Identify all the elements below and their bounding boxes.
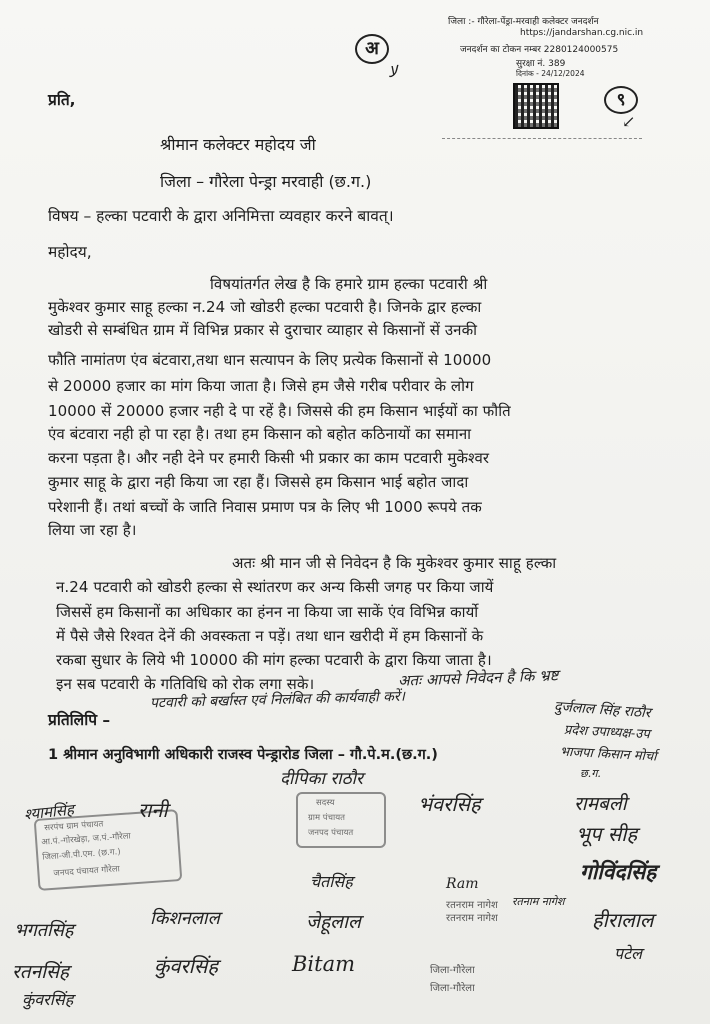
signature-deepika: दीपिका राठौर: [280, 769, 363, 789]
para1-line: करना पड़ता है। और नही देने पर हमारी किसी भी प्रकार का काम पटवारी मुकेश्वर: [48, 449, 490, 467]
para1-line: कुमार साहू के द्वारा नही किया जा रहा हैं। जिससे हम किसान भाई बहोत जादा: [48, 473, 469, 491]
receipt-line-1: जिला :- गौरेला-पेंड्रा-मरवाही कलेक्टर जनदर्शन: [448, 17, 599, 27]
signature-kishanlal: किशनलाल: [150, 908, 220, 929]
signature-scribble: Ram: [446, 876, 479, 892]
signature-rambali: रामबली: [574, 793, 627, 815]
circle-mark-right: ९: [604, 86, 638, 114]
para2-line: जिससें हम किसानों का अधिकार का हंनन ना किया जा साकें एंव विभिन्न कार्यो: [56, 603, 479, 621]
receipt-line-3: जनदर्शन का टोकन नम्बर 2280124000575: [460, 45, 619, 55]
para1-line: खोडरी से सम्बंधित ग्राम में विभिन्न प्रकार से दुराचार व्याहार से किसानों सें उनकी: [48, 321, 478, 339]
signature-bhupsih: भूप सीह: [576, 822, 638, 846]
signature-govindsingh: गोविंदसिंह: [580, 859, 657, 884]
signature-title-3: छ.ग.: [580, 767, 601, 780]
handwritten-addendum-line1: अतः आपसे निवेदन है कि भ्रष्ट: [397, 666, 559, 690]
arrow-mark: ↙: [622, 112, 636, 131]
signature-chaitsingh: चैतसिंह: [310, 872, 353, 891]
para2-line: न.24 पटवारी को खोडरी हल्का से स्थांतरण कर अन्य किसी जगह पर किया जायें: [56, 578, 494, 596]
para1-line: परेशानी हैं। तथां बच्चों के जाति निवास प्रमाण पत्र के लिए भी 1000 रूपये तक: [48, 498, 482, 516]
para1-line: एंव बंटवारा नही हो पा रहा है। तथा हम किसान को बहोत कठिनायों का समाना: [48, 425, 472, 443]
signature-kunwarsingh-2: कुंवरसिंह: [22, 990, 74, 1009]
para1-line: लिया जा रहा है।: [48, 521, 137, 539]
receipt-line-4: सुरक्षा नं. 389: [516, 59, 566, 69]
signature-rani: रानी: [138, 798, 168, 822]
signature-ratnam-nagesh: रतनाम नागेश: [512, 895, 565, 908]
dashed-divider: [442, 138, 642, 139]
para2-line: रकबा सुधार के लिये भी 10000 की मांग हल्का पटवारी के द्वारा किया जाता है।: [56, 651, 492, 669]
signature-bitam: Bitam: [292, 952, 356, 976]
tick-mark: ﻻ: [388, 62, 398, 81]
signature-title-2: भाजपा किसान मोर्चा: [559, 744, 657, 765]
stamp-bottom-line2: जिला-गौरेला: [430, 983, 475, 994]
addressee: श्रीमान कलेक्टर महोदय जी: [160, 135, 316, 154]
circle-mark-top: अ: [355, 34, 389, 64]
signature-bhagatsingh: भगतसिंह: [14, 920, 74, 941]
signature-title-1: प्रदेश उपाध्यक्ष-उप: [563, 722, 651, 743]
name-stamp-ratanram-2: रतनराम नागेश: [446, 913, 498, 924]
pratilipi-label: प्रतिलिपि –: [48, 711, 111, 729]
signature-bhanwarsingh: भंवरसिंह: [418, 792, 481, 816]
prati-label: प्रति,: [48, 91, 76, 109]
subject-line: विषय – हल्का पटवारी के द्वारा अनिमित्ता व्यवहार करने बावत्।: [48, 207, 394, 225]
qr-code-icon: [513, 83, 559, 129]
stamp-left-sarpanch: सरपंच ग्राम पंचायत आ.पं.-गोरखेड़ा, ज.पं.-गौरेला जिला-जी.पी.एम. (छ.ग.) जनपद पंचायत गौरेला: [34, 809, 183, 891]
para1-line: विषयांतर्गत लेख है कि हमारे ग्राम हल्का पटवारी श्री: [210, 275, 488, 293]
stamp-middle: सदस्य ग्राम पंचायत जनपद पंचायत: [296, 792, 386, 848]
copy-to-line: 1 श्रीमान अनुविभागी अधिकारी राजस्व पेन्ड्रारोड जिला – गौ.पे.म.(छ.ग.): [48, 747, 438, 763]
signature-durjlal: दुर्जलाल सिंह राठौर: [553, 698, 652, 722]
para2-line: अतः श्री मान जी से निवेदन है कि मुकेश्वर कुमार साहू हल्का: [232, 554, 557, 572]
handwritten-addendum-line2: पटवारी को बर्खास्त एवं निलंबित की कार्यवाही करें।: [149, 688, 406, 712]
signature-patel: पटेल: [614, 944, 643, 963]
signature-kunwarsingh: कुंवरसिंह: [154, 954, 218, 978]
para2-line: में पैसे जैसे रिश्वत देनें की अवस्कता न पड़ें। तथा धान खरीदी में हम किसानों के: [56, 627, 484, 645]
salutation: महोदय,: [48, 243, 92, 261]
signature-hiralal: हीरालाल: [592, 908, 654, 932]
signature-ratansingh: रतनसिंह: [12, 961, 70, 983]
para2-line: इन सब पटवारी के गतिविधि को रोक लगा सके।: [56, 675, 315, 693]
stamp-bottom-line1: जिला-गौरेला: [430, 965, 475, 976]
para1-line: मुकेश्वर कुमार साहू हल्का न.24 जो खोडरी हल्का पटवारी है। जिनके द्वार हल्का: [48, 298, 482, 316]
para1-line: फौति नामांतण एंव बंटवारा,तथा धान सत्यापन के लिए प्रत्येक किसानों से 10000: [48, 351, 492, 369]
para1-line: 10000 सें 20000 हजार नही दे पा रहें है। जिससे की हम किसान भाईयों का फौति: [48, 402, 511, 420]
para1-line: से 20000 हजार का मांग किया जाता है। जिसे हम जैसे गरीब परीवार के लोग: [48, 377, 474, 395]
name-stamp-ratanram: रतनराम नागेश: [446, 900, 498, 911]
receipt-line-5: दिनांक - 24/12/2024: [516, 69, 585, 78]
addressee-district: जिला – गौरेला पेन्ड्रा मरवाही (छ.ग.): [160, 172, 372, 191]
receipt-line-2: https://jandarshan.cg.nic.in: [520, 28, 644, 38]
signature-shyamsingh: श्यामसिंह: [23, 800, 75, 824]
signature-jehulal: जेहूलाल: [306, 911, 361, 933]
